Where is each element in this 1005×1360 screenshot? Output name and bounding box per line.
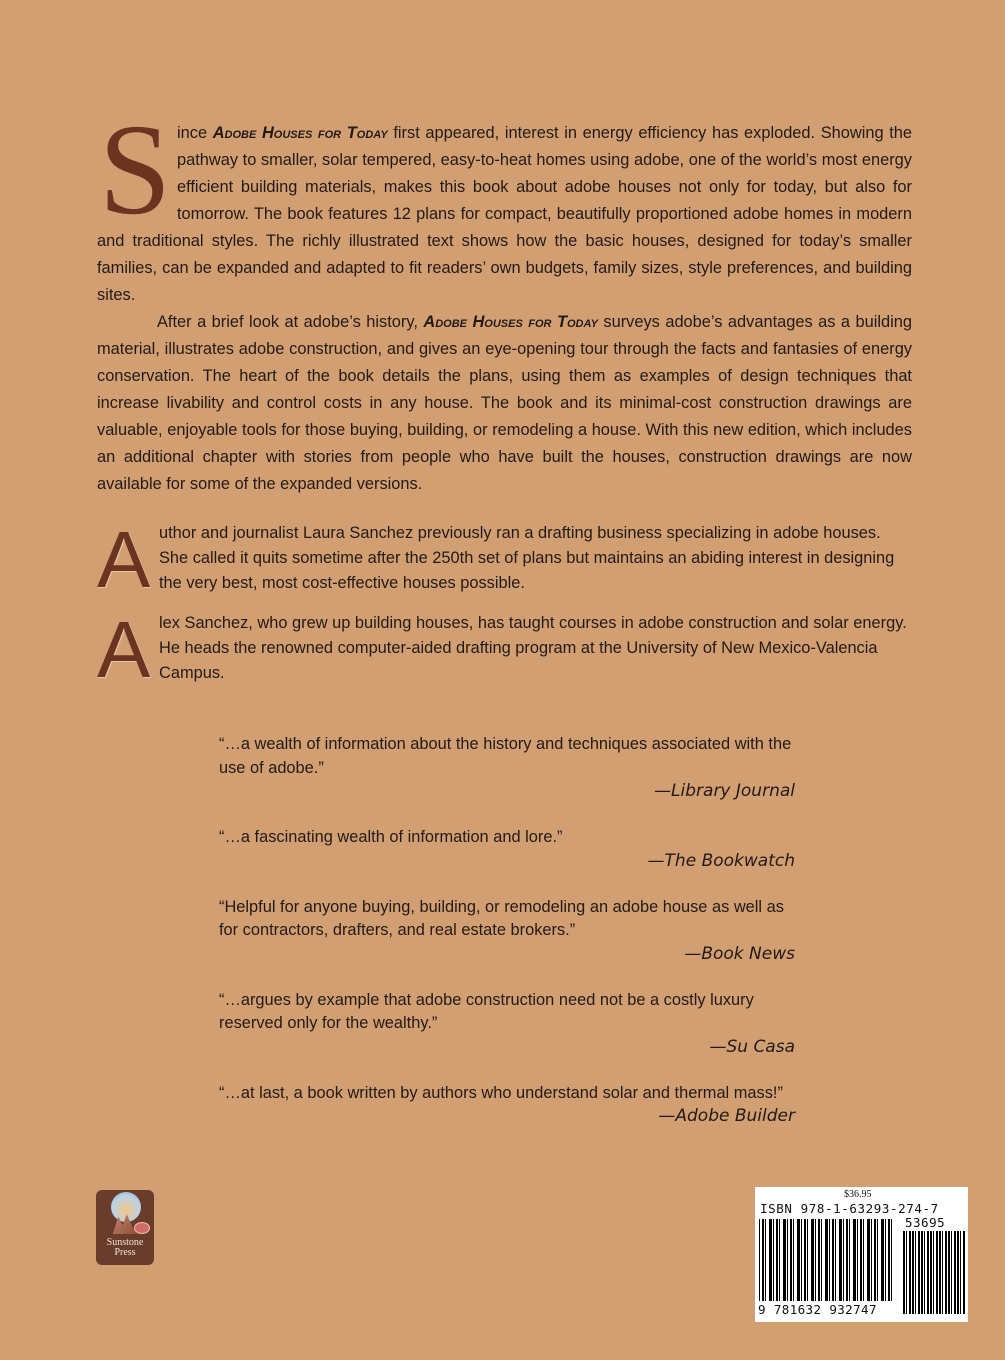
price-label: $36.95 — [844, 1189, 872, 1200]
quote-source: —Su Casa — [709, 1036, 795, 1057]
publisher-line-1: Sunstone — [106, 1237, 144, 1248]
badge-icon — [134, 1222, 150, 1234]
dropcap-s: S — [98, 98, 172, 242]
bio-text: uthor and journalist Laura Sanchez previously ran a drafting business specializing in adobe houses. She called it quits sometime after the 250th set of plans but maintains an abiding interest in designing the very best, most cost-effective houses possible. — [159, 524, 895, 592]
blurb-p1-rest: first appeared, interest in energy efficiency has exploded. Showing the pathway to smaller, solar tempered, easy-to-heat homes using adobe, one of the world’s most energy efficient building materials, makes this book about adobe houses not only for today, but also for tomorrow. The book features 12 plans for compact, beautifully proportioned adobe homes in modern and traditional styles. The richly illustrated text shows how the basic houses, designed for today’s smaller families, can be expanded and adapted to fit readers’ own budgets, family sizes, style preferences, and building sites. — [97, 124, 912, 304]
review-quote — [219, 1082, 795, 1129]
quote-source: —Library Journal — [654, 781, 795, 801]
dropcap-a: A — [97, 515, 151, 604]
review-quotes — [219, 733, 795, 1151]
quote-text: “…a wealth of information about the history and techniques associated with the use of adobe.” — [219, 735, 792, 777]
review-quote — [219, 826, 795, 873]
isbn-text: ISBN 978-1-63293-274-7 — [760, 1201, 939, 1216]
bio-text: lex Sanchez, who grew up building houses, has taught courses in adobe construction and solar energy. He heads the renowned computer-aided drafting program at the University of New Mexico-Valencia Campus. — [159, 614, 907, 682]
publisher-line-2: Press — [114, 1247, 136, 1258]
sunstone-press-logo — [96, 1190, 154, 1265]
quote-source: —The Bookwatch — [647, 850, 795, 871]
publisher-name — [96, 1238, 154, 1258]
review-quote — [219, 733, 795, 803]
isbn-barcode — [755, 1187, 968, 1322]
blurb-p2-rest: surveys adobe’s advantages as a building material, illustrates adobe construction, and gives an eye-opening tour through the facts and fantasies of energy conservation. The heart of the book details the plans, using them as examples of design techniques that increase livability and control costs in any house. The book and its minimal-cost construction drawings are valuable, enjoyable tools for those buying, building, or remodeling a house. With this new edition, which includes an additional chapter with stories from people who have built the houses, construction drawings are now available for some of the expanded versions. — [97, 313, 912, 493]
quote-source: —Adobe Builder — [658, 1106, 795, 1126]
barcode-bars — [759, 1219, 895, 1301]
book-blurb — [97, 98, 912, 498]
quote-text: “Helpful for anyone buying, building, or remodeling an adobe house as well as for contractors, drafters, and real estate brokers.” — [219, 897, 784, 939]
addon-barcode-bars — [903, 1231, 965, 1314]
author-bio-alex — [97, 605, 912, 694]
quote-text: “…argues by example that adobe construction need not be a costly luxury reserved only for the wealthy.” — [219, 990, 754, 1032]
book-title: Adobe Houses for Today — [423, 313, 598, 331]
review-quote — [219, 989, 795, 1059]
quote-source: —Book News — [684, 943, 795, 964]
blurb-p2-lead: After a brief look at adobe’s history, — [157, 313, 424, 331]
blurb-paragraph-1 — [97, 98, 912, 309]
author-bio-laura — [97, 515, 912, 604]
book-title: Adobe Houses for Today — [212, 124, 388, 142]
quote-text: “…a fascinating wealth of information and lore.” — [219, 828, 563, 846]
review-quote — [219, 896, 795, 966]
quote-text: “…at last, a book written by authors who understand solar and thermal mass!” — [219, 1083, 783, 1102]
addon-number: 53695 — [905, 1215, 946, 1230]
dropcap-a: A — [97, 605, 151, 694]
blurb-p1-lead: ince — [177, 124, 213, 142]
ean-number: 9 781632 932747 — [758, 1302, 877, 1317]
blurb-paragraph-2 — [97, 309, 912, 498]
